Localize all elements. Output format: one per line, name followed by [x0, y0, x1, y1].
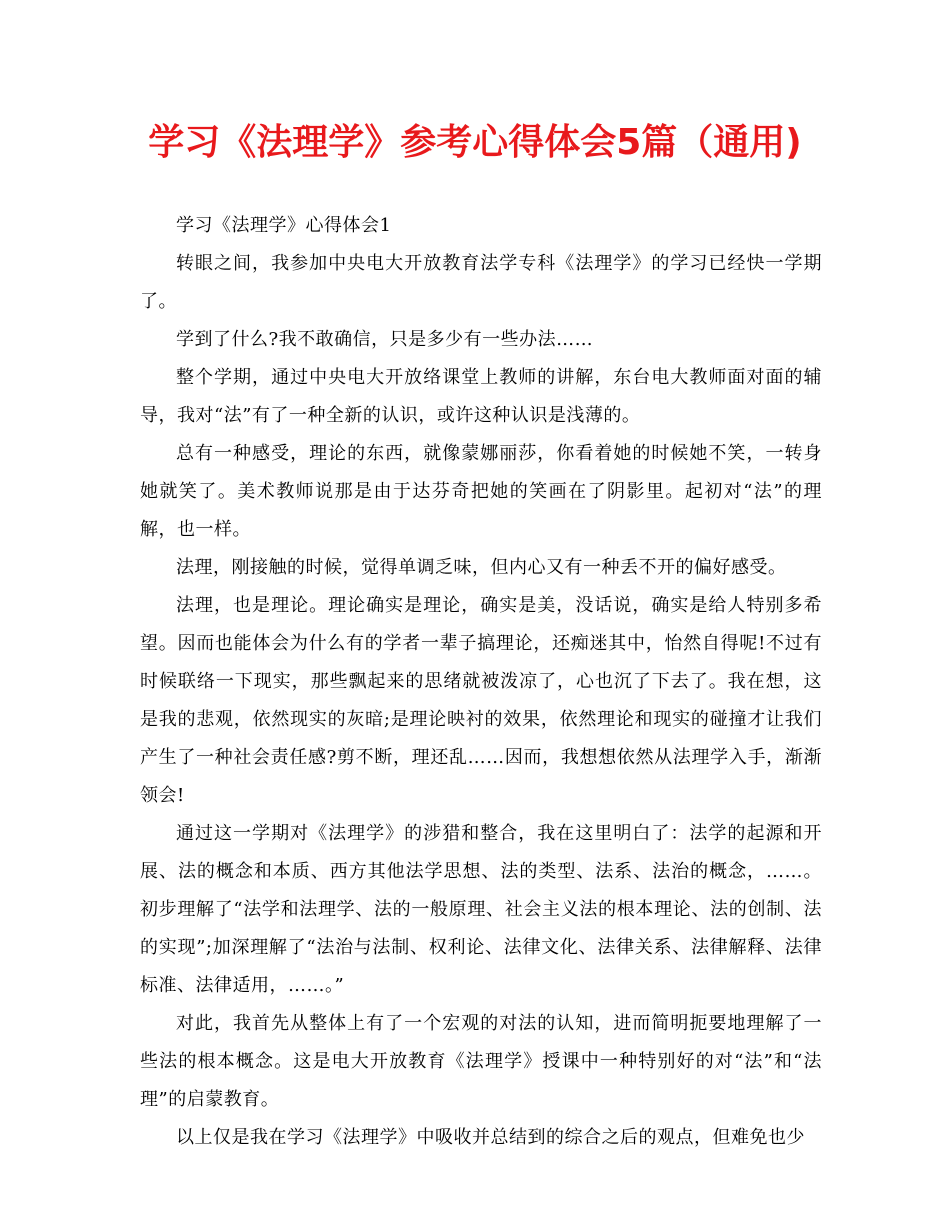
paragraph: 法理，刚接触的时候，觉得单调乏味，但内心又有一种丢不开的偏好感受。	[176, 557, 787, 578]
paragraph: 总有一种感受，理论的东西，就像蒙娜丽莎，你看着她的时候她不笑，一转身她就笑了。美术教师说那是由于达芬奇把她的笑画在了阴影里。起初对“法”的理解，也一样。	[140, 443, 822, 540]
paragraph-section-heading: 学习《法理学》心得体会1	[176, 215, 392, 236]
paragraph: 法理，也是理论。理论确实是理论，确实是美，没话说，确实是给人特别多希望。因而也能体会为什么有的学者一辈子搞理论，还痴迷其中，怡然自得呢!不过有时候联络一下现实，那些飘起来的思绪就被泼凉了，心也沉了下去了。我在想，这是我的悲观，依然现实的灰暗;是理论映衬的效果，依然理论和现实的碰撞才让我们产生了一种社会责任感?剪不断，理还乱……因而，我想想依然从法理学入手，渐渐领会!	[140, 595, 822, 806]
paragraph: 整个学期，通过中央电大开放络课堂上教师的讲解，东台电大教师面对面的辅导，我对“法”有了一种全新的认识，或许这种认识是浅薄的。	[140, 367, 822, 426]
paragraph: 学到了什么?我不敢确信，只是多少有一些办法……	[176, 329, 594, 350]
paragraph: 以上仅是我在学习《法理学》中吸收并总结到的综合之后的观点，但难免也少	[176, 1127, 805, 1148]
paragraph: 转眼之间，我参加中央电大开放教育法学专科《法理学》的学习已经快一学期了。	[140, 253, 822, 312]
document-body	[140, 207, 822, 1157]
paragraph: 对此，我首先从整体上有了一个宏观的对法的认知，进而简明扼要地理解了一些法的根本概念。这是电大开放教育《法理学》授课中一种特别好的对“法”和“法理”的启蒙教育。	[140, 1013, 822, 1110]
document-title: 学习《法理学》参考心得体会5篇（通用)	[148, 122, 802, 163]
paragraph: 通过这一学期对《法理学》的涉猎和整合，我在这里明白了：法学的起源和开展、法的概念和本质、西方其他法学思想、法的类型、法系、法治的概念，……。初步理解了“法学和法理学、法的一般原理、社会主义法的根本理论、法的创制、法的实现”;加深理解了“法治与法制、权利论、法律文化、法律关系、法律解释、法律标准、法律适用，……。”	[140, 823, 822, 996]
